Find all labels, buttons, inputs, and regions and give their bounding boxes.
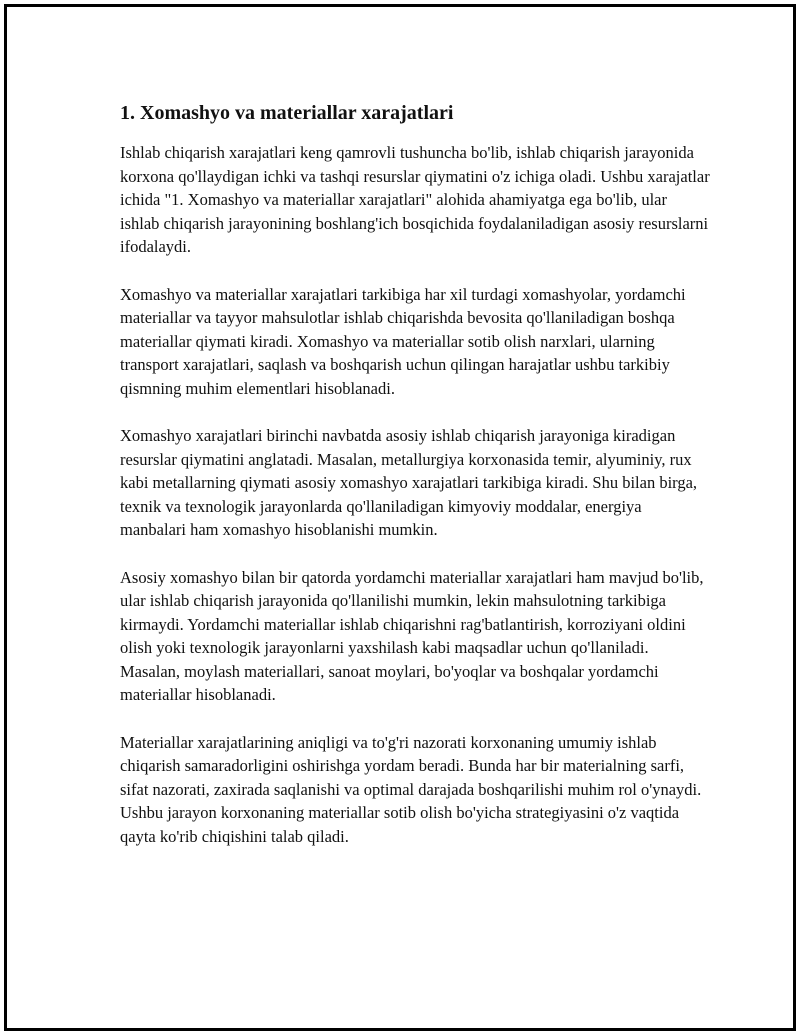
document-title: 1. Xomashyo va materiallar xarajatlari — [120, 102, 454, 124]
page-frame — [4, 4, 796, 1031]
document-body — [120, 99, 710, 872]
paragraph-3: Xomashyo xarajatlari birinchi navbatda asosiy ishlab chiqarish jarayoniga kiradigan resurslar qiymatini anglatadi. Masalan, metallurgiya korxonasida temir, alyuminiy, rux kabi metallarning qiymati asosiy xomashyo xarajatlari tarkibiga kiradi. Shu bilan birga, texnik va texnologik jarayonlarda qo'llaniladigan kimyoviy moddalar, energiya manbalari ham xomashyo hisoblanishi mumkin. — [120, 426, 698, 539]
paragraph-2: Xomashyo va materiallar xarajatlari tarkibiga har xil turdagi xomashyolar, yordamchi materiallar va tayyor mahsulotlar ishlab chiqarishda bevosita qo'llaniladigan boshqa materiallar qiymati kiradi. Xomashyo va materiallar sotib olish narxlari, ularning transport xarajatlari, saqlash va boshqarish uchun qilingan harajatlar ushbu tarkibiy qismning muhim elementlari hisoblanadi. — [120, 284, 686, 398]
paragraph-5: Materiallar xarajatlarining aniqligi va to'g'ri nazorati korxonaning umumiy ishlab chiqarish samaradorligini oshirishga yordam beradi. Bunda har bir materialning sarfi, sifat nazorati, zaxirada saqlanishi va optimal darajada boshqarilishi muhim rol o'ynaydi. Ushbu jarayon korxonaning materiallar sotib olish bo'yicha strategiyasini o'z vaqtida qayta ko'rib chiqishini talab qiladi. — [120, 732, 702, 846]
paragraph-1: Ishlab chiqarish xarajatlari keng qamrovli tushuncha bo'lib, ishlab chiqarish jarayonida korxona qo'llaydigan ichki va tashqi resurslar qiymatini o'z ichiga oladi. Ushbu xarajatlar ichida "1. Xomashyo va materiallar xarajatlari" alohida ahamiyatga ega bo'lib, ular ishlab chiqarish jarayonining boshlang'ich bosqichida foydalaniladigan asosiy resurslarni ifodalaydi. — [120, 143, 710, 256]
paragraph-4: Asosiy xomashyo bilan bir qatorda yordamchi materiallar xarajatlari ham mavjud bo'lib, ular ishlab chiqarish jarayonida qo'llanilishi mumkin, lekin mahsulotning tarkibiga kirmaydi. Yordamchi materiallar ishlab chiqarishni rag'batlantirish, korroziyani oldini olish yoki texnologik jarayonlarni yaxshilash kabi maqsadlar uchun qo'llaniladi. Masalan, moylash materiallari, sanoat moylari, bo'yoqlar va boshqalar yordamchi materiallar hisoblanadi. — [120, 567, 704, 704]
